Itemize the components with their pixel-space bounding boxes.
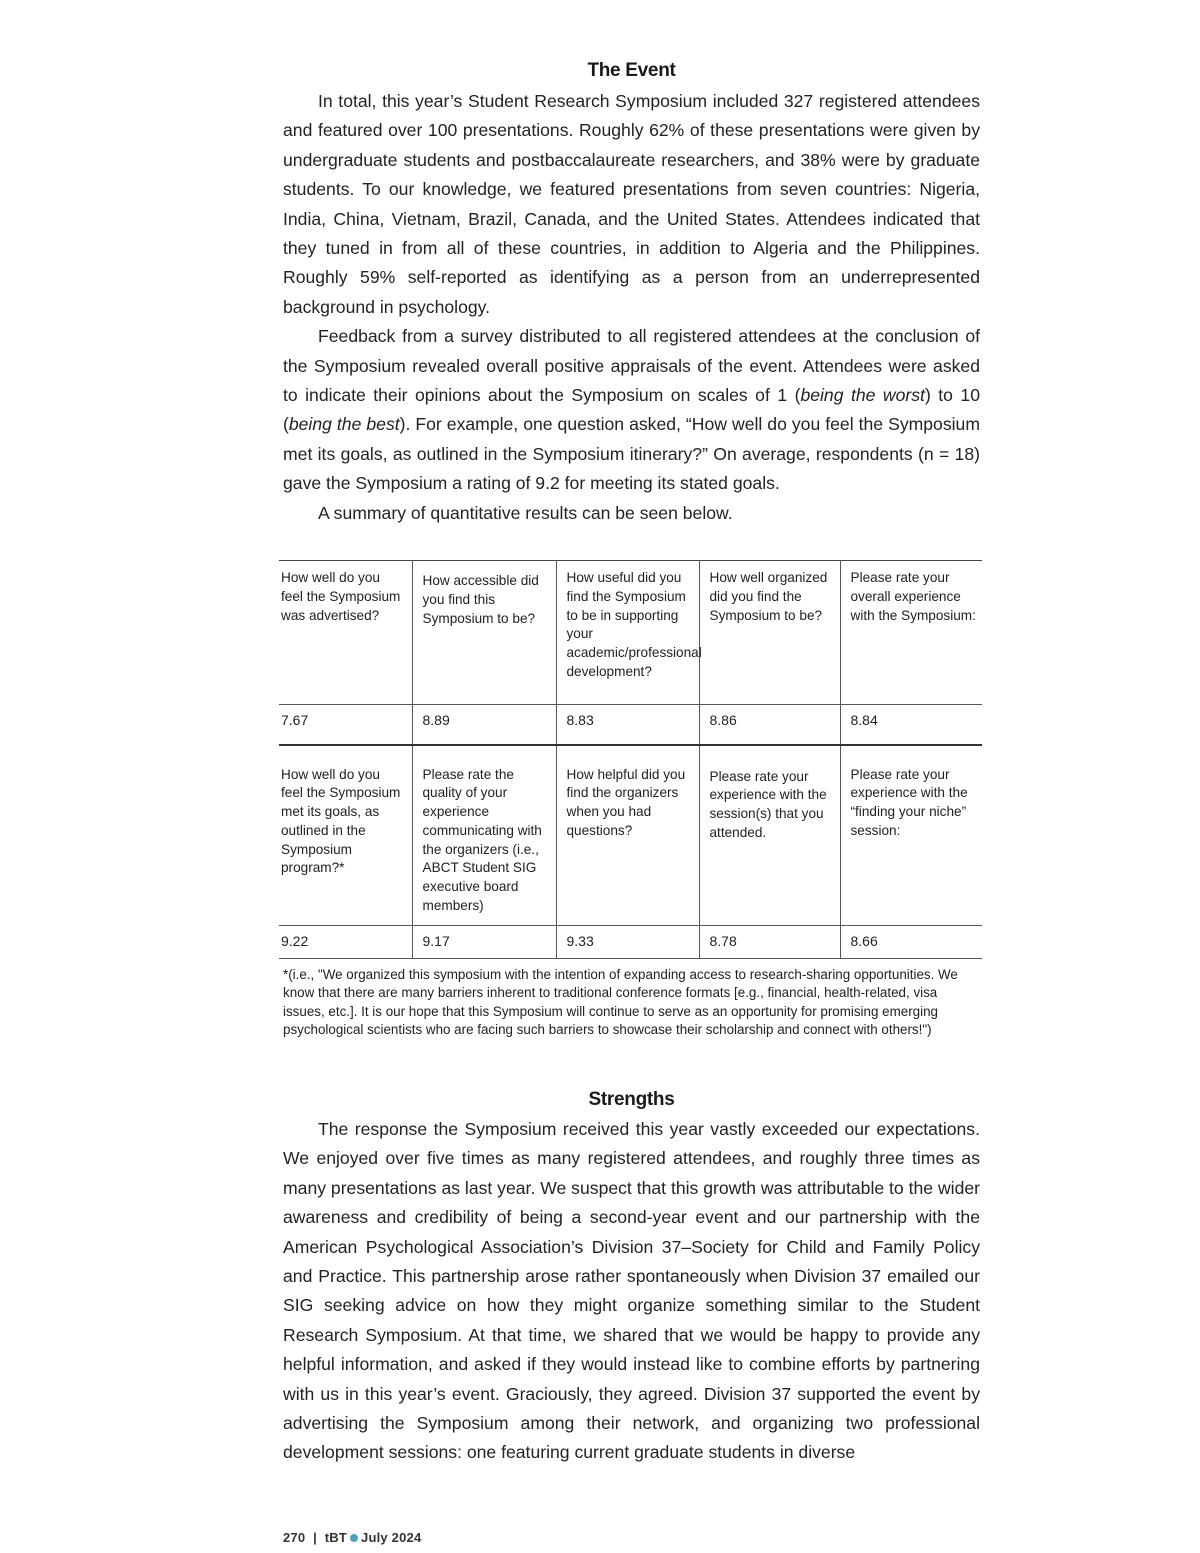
table-value: 9.22 [279, 926, 412, 959]
page-number: 270 [283, 1530, 306, 1545]
table-question: Please rate your overall experience with the Symposium: [840, 561, 982, 705]
strengths-section [283, 1089, 980, 1468]
journal-name: tBT [324, 1530, 348, 1545]
event-paragraph-2: Feedback from a survey distributed to all registered attendees at the conclusion of the Symposium revealed overall positive appraisals of the event. Attendees were asked to indicate their opinions about the Symposium on scales of 1 (being the worst) to 10 (being the best). For example, one question asked, “How well do you feel the Symposium met its goals, as outlined in the Symposium itinerary?” On average, respondents (n = 18) gave the Symposium a rating of 9.2 for meeting its stated goals. [283, 326, 980, 494]
table-question: How well organized did you find the Symposium to be? [699, 561, 840, 705]
event-section [283, 60, 980, 528]
table-question: How well do you feel the Symposium met its goals, as outlined in the Symposium program?* [281, 766, 401, 876]
page-footer [283, 1530, 421, 1545]
table-value: 8.83 [556, 705, 699, 745]
event-paragraph-3: A summary of quantitative results can be seen below. [318, 502, 733, 523]
table-value: 7.67 [279, 705, 412, 745]
dot-icon [350, 1534, 358, 1542]
table-value: 8.86 [699, 705, 840, 745]
issue-date: July 2024 [361, 1530, 422, 1545]
table-question: How accessible did you find this Symposium to be? [412, 561, 556, 705]
table-question: Please rate the quality of your experience communicating with the organizers (i.e., ABCT Student SIG executive board members) [412, 745, 556, 926]
table-value: 8.89 [412, 705, 556, 745]
table-value: 9.33 [556, 926, 699, 959]
event-heading: The Event [587, 60, 676, 81]
footer-separator: | [313, 1530, 317, 1545]
table-question: How well do you feel the Symposium was advertised? [281, 570, 401, 623]
table-row-questions-1 [279, 561, 982, 705]
event-paragraph-1: In total, this year’s Student Research Symposium included 327 registered attendees and featured over 100 presentations. Roughly 62% of these presentations were given by undergraduate students and postbaccalaureate researchers, and 38% were by graduate students. To our knowledge, we featured presentations from seven countries: Nigeria, India, China, Vietnam, Brazil, Canada, and the United States. Attendees indicated that they tuned in from all of these countries, in addition to Algeria and the Philippines. Roughly 59% self-reported as identifying as a person from an underrepresented background in psychology. [283, 91, 980, 317]
table-question: How useful did you find the Symposium to be in supporting your academic/professional development? [556, 561, 699, 705]
survey-results-table [279, 560, 982, 959]
table-row-questions-2 [279, 745, 982, 926]
table-value: 8.66 [840, 926, 982, 959]
strengths-heading: Strengths [588, 1089, 675, 1110]
table-footnote: *(i.e., "We organized this symposium with the intention of expanding access to research-sharing opportunities. We know that there are many barriers inherent to traditional conference formats [e.g., financial, health-related, visa issues, etc.]. It is our hope that this Symposium will continue to serve as an opportunity for promising emerging psychological scientists who are facing such barriers to showcase their scholarship and connect with others!") [283, 967, 958, 1038]
table-value: 8.84 [840, 705, 982, 745]
table-row-values-1 [279, 705, 982, 745]
strengths-paragraph: The response the Symposium received this year vastly exceeded our expectations. We enjoyed over five times as many registered attendees, and roughly three times as many presentations as last year. We suspect that this growth was attributable to the wider awareness and credibility of being a second-year event and our partnership with the American Psychological Association’s Division 37–Society for Child and Family Policy and Practice. This partnership arose rather spontaneously when Division 37 emailed our SIG seeking advice on how they might organize something similar to the Student Research Symposium. At that time, we shared that we would be happy to provide any helpful information, and asked if they would instead like to combine efforts by partnering with us in this year’s event. Graciously, they agreed. Division 37 supported the event by advertising the Symposium among their network, and organizing two professional development sessions: one featuring current graduate students in diverse [283, 1119, 980, 1463]
table-row-values-2 [279, 926, 982, 959]
table-value: 9.17 [412, 926, 556, 959]
table-question: Please rate your experience with the session(s) that you attended. [699, 745, 840, 926]
table-question: Please rate your experience with the “finding your niche” session: [840, 745, 982, 926]
table-question: How helpful did you find the organizers when you had questions? [556, 745, 699, 926]
table-value: 8.78 [699, 926, 840, 959]
